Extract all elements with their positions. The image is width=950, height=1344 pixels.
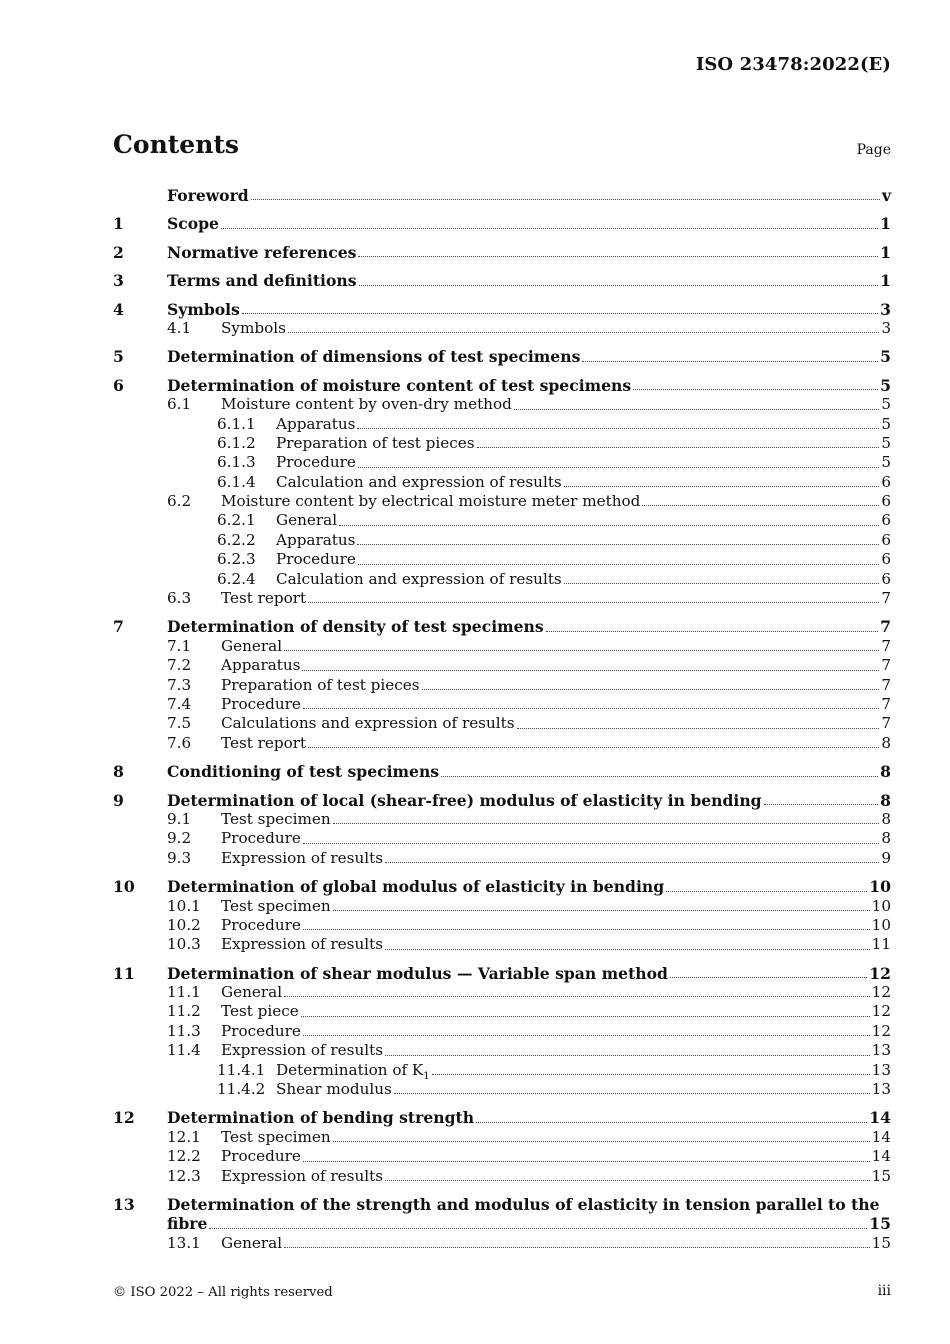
toc-dot-leader: [357, 543, 879, 545]
toc-entry-title-text: Symbols: [221, 318, 286, 337]
toc-entry-title-text: Determination of local (shear-free) modulus of elasticity in bending: [167, 790, 762, 810]
toc-entry-number: 10: [113, 877, 135, 897]
toc-entry-title: [221, 916, 301, 935]
toc-entry-number: 6.2.1: [217, 511, 256, 530]
toc-entry-number: 6.2.2: [217, 530, 256, 549]
toc-entry-page: 7: [881, 694, 891, 713]
toc-entry-number: 7.2: [167, 656, 192, 675]
toc-entry[interactable]: [113, 1195, 891, 1214]
toc-entry-page: 12: [871, 1021, 891, 1040]
toc-dot-leader: [385, 1179, 870, 1181]
toc-dot-leader: [303, 842, 879, 844]
toc-dot-leader: [422, 688, 880, 690]
toc-entry[interactable]: [113, 1041, 891, 1060]
toc-entry-title-text: Apparatus: [276, 530, 356, 549]
copyright-footer: © ISO 2022 – All rights reserved: [113, 1285, 333, 1300]
toc-entry[interactable]: [113, 1002, 891, 1021]
toc-entry-number: 11.4.1: [217, 1060, 266, 1079]
toc-entry-title-text: Moisture content by oven-dry method: [221, 395, 512, 414]
toc-entry-title-text: Determination of dimensions of test specimens: [167, 347, 581, 367]
toc-entry-number: 4.1: [167, 318, 192, 337]
toc-entry[interactable]: [113, 531, 891, 550]
toc-dot-leader: [670, 976, 867, 978]
toc-entry-number: 11: [113, 963, 135, 983]
toc-entry-title-text: Calculations and expression of results: [221, 714, 515, 733]
toc-entry-number: 7.1: [167, 636, 192, 655]
toc-entry-title-text: Test report: [221, 589, 307, 608]
toc-entry-page: 10: [871, 915, 891, 934]
toc-entry[interactable]: [113, 1128, 891, 1147]
toc-dot-leader: [339, 524, 879, 526]
toc-entry-title: [276, 473, 562, 492]
toc-entry-page: 5: [881, 395, 891, 414]
toc-entry-title: [276, 511, 337, 530]
toc-entry-title-text: Test specimen: [221, 1127, 331, 1146]
toc-entry-page: 14: [871, 1127, 891, 1146]
toc-entry-number: 6: [113, 375, 124, 395]
toc-dot-leader: [357, 427, 879, 429]
toc-entry-page: 12: [871, 1002, 891, 1021]
toc-entry-title-text: Determination of density of test specimens: [167, 617, 544, 637]
toc-entry-title-text: Scope: [167, 214, 219, 234]
toc-entry-number: 7.3: [167, 675, 192, 694]
toc-entry[interactable]: [113, 347, 891, 366]
toc-entry-number: 6.1.4: [217, 472, 256, 491]
toc-entry-title-text: General: [221, 636, 283, 655]
toc-entry[interactable]: [113, 453, 891, 472]
toc-entry-number: 4: [113, 299, 124, 319]
toc-entry-page: 8: [881, 809, 891, 828]
toc-dot-leader: [546, 630, 878, 632]
toc-entry[interactable]: [113, 473, 891, 492]
toc-entry-page: 7: [880, 617, 891, 637]
toc-entry-title: [276, 550, 356, 569]
toc-entry-page: 13: [871, 1060, 891, 1079]
toc-entry-title-text: Test specimen: [221, 896, 331, 915]
toc-entry-title: [221, 897, 331, 916]
toc-entry-number: 12.1: [167, 1127, 201, 1146]
toc-entry-title: [167, 214, 219, 233]
toc-entry-title-text: Calculation and expression of results: [276, 472, 562, 491]
toc-entry-title: [221, 1147, 301, 1166]
toc-dot-leader: [284, 995, 870, 997]
toc-entry-number: 13.1: [167, 1233, 201, 1252]
toc-entry-title: [221, 810, 331, 829]
toc-entry-page: v: [881, 186, 891, 205]
toc-entry-title: [221, 983, 282, 1002]
toc-entry-title-text: Expression of results: [221, 1041, 383, 1060]
toc-entry-page: 14: [869, 1108, 891, 1128]
toc-entry-title: [167, 347, 580, 366]
toc-entry-title-text: Procedure: [276, 453, 356, 472]
toc-dot-leader: [359, 284, 879, 286]
toc-entry-title: [221, 1128, 331, 1147]
page-number: iii: [877, 1283, 891, 1299]
toc-entry-page: 10: [871, 896, 891, 915]
toc-dot-leader: [302, 669, 879, 671]
toc-entry-title-text: General: [221, 983, 283, 1002]
toc-entry-title: [276, 434, 475, 453]
toc-entry-title: [221, 935, 383, 954]
toc-entry-title: [221, 319, 286, 338]
toc-entry[interactable]: [113, 1080, 891, 1099]
toc-entry-title-text: Test report: [221, 733, 307, 752]
toc-entry-number: 5: [113, 347, 124, 367]
toc-dot-leader: [358, 563, 879, 565]
toc-entry-page: 7: [881, 714, 891, 733]
toc-dot-leader: [441, 775, 878, 777]
toc-dot-leader: [209, 1227, 867, 1229]
toc-entry-page: 6: [881, 569, 891, 588]
toc-entry-title: [167, 762, 439, 781]
toc-dot-leader: [303, 707, 879, 709]
toc-entry[interactable]: [113, 570, 891, 589]
toc-entry[interactable]: [113, 617, 891, 636]
toc-entry-title-text: Procedure: [221, 829, 301, 848]
toc-dot-leader: [764, 803, 879, 805]
toc-entry-page: 6: [881, 530, 891, 549]
toc-entry[interactable]: [113, 734, 891, 753]
toc-entry[interactable]: [113, 511, 891, 530]
toc-entry-number: 7.6: [167, 733, 192, 752]
toc-entry-page: 13: [871, 1041, 891, 1060]
toc-entry[interactable]: [113, 1167, 891, 1186]
table-of-contents: [113, 186, 891, 1253]
toc-entry-title: [221, 589, 306, 608]
toc-dot-leader: [582, 360, 878, 362]
toc-entry-title-text: Procedure: [221, 1147, 301, 1166]
toc-entry-title: [221, 1041, 383, 1060]
toc-entry-title: [221, 676, 420, 695]
toc-entry-title-text: General: [276, 511, 338, 530]
toc-entry-title-text: Expression of results: [221, 848, 383, 867]
toc-entry-title-text: Test specimen: [221, 809, 331, 828]
toc-entry-page: 1: [880, 242, 891, 262]
toc-entry-title-text: Procedure: [221, 915, 301, 934]
toc-entry-page: 15: [871, 1233, 891, 1252]
toc-entry-title-text: Determination of moisture content of test specimens: [167, 375, 632, 395]
toc-entry[interactable]: [113, 676, 891, 695]
toc-entry-page: 1: [880, 271, 891, 291]
toc-dot-leader: [385, 1054, 870, 1056]
toc-dot-leader: [358, 255, 878, 257]
toc-entry-title-continued: fibre: [167, 1214, 208, 1234]
toc-entry-page: 5: [881, 453, 891, 472]
toc-entry[interactable]: [113, 1147, 891, 1166]
toc-dot-leader: [308, 746, 879, 748]
toc-entry-number: 11.4: [167, 1041, 201, 1060]
toc-entry-title: [276, 570, 562, 589]
toc-entry-title: [221, 734, 306, 753]
toc-entry-title: [276, 415, 355, 434]
toc-entry-number: 6.1: [167, 395, 192, 414]
toc-entry-number: 12.3: [167, 1166, 201, 1185]
toc-entry[interactable]: [113, 762, 891, 781]
toc-dot-leader: [242, 312, 878, 314]
toc-entry-title-text: Procedure: [276, 550, 356, 569]
toc-entry-title-text: Determination of the strength and modulus of elasticity in tension parallel to the: [167, 1194, 880, 1214]
toc-entry-title: [221, 849, 383, 868]
toc-entry-title: [276, 531, 355, 550]
toc-entry-page: 7: [881, 656, 891, 675]
toc-entry-title-text: Preparation of test pieces: [276, 433, 475, 452]
toc-entry[interactable]: [113, 935, 891, 954]
toc-dot-leader: [333, 1140, 870, 1142]
toc-dot-leader: [564, 485, 880, 487]
toc-entry[interactable]: [113, 791, 891, 810]
toc-entry-number: 10.1: [167, 896, 201, 915]
toc-entry-page: 15: [869, 1214, 891, 1234]
toc-dot-leader: [432, 1073, 870, 1075]
toc-entry[interactable]: [113, 916, 891, 935]
toc-entry-number: 7.5: [167, 714, 192, 733]
toc-entry-title-text: Shear modulus: [276, 1080, 392, 1099]
toc-entry-page: 8: [881, 829, 891, 848]
toc-entry[interactable]: [113, 1061, 891, 1080]
toc-entry-title-text: Determination of K: [276, 1060, 424, 1079]
toc-entry-page: 5: [881, 414, 891, 433]
toc-entry[interactable]: [113, 714, 891, 733]
toc-entry-title-text: Apparatus: [276, 414, 356, 433]
toc-entry-title: [221, 1022, 301, 1041]
toc-entry-number: 12.2: [167, 1147, 201, 1166]
toc-entry-title: [167, 964, 668, 983]
toc-entry[interactable]: [113, 415, 891, 434]
toc-entry-title-text: Determination of shear modulus — Variable span method: [167, 963, 668, 983]
toc-entry-title: [221, 492, 640, 511]
toc-dot-leader: [358, 466, 879, 468]
toc-dot-leader: [221, 227, 878, 229]
toc-entry[interactable]: [113, 1022, 891, 1041]
toc-entry-page: 12: [871, 983, 891, 1002]
toc-entry-number: 6.2: [167, 492, 192, 511]
toc-entry[interactable]: [113, 214, 891, 233]
toc-entry-number: 2: [113, 242, 124, 262]
toc-entry-continuation[interactable]: [113, 1214, 891, 1233]
toc-entry-number: 12: [113, 1108, 135, 1128]
toc-entry-number: 11.3: [167, 1021, 201, 1040]
toc-entry-number: 9.1: [167, 809, 192, 828]
toc-entry[interactable]: [113, 186, 891, 205]
toc-entry-title-text: Conditioning of test specimens: [167, 762, 440, 782]
toc-dot-leader: [251, 198, 880, 200]
toc-entry-number: 6.3: [167, 589, 192, 608]
toc-entry[interactable]: [113, 810, 891, 829]
toc-dot-leader: [333, 909, 870, 911]
toc-entry-page: 1: [880, 214, 891, 234]
toc-entry[interactable]: [113, 637, 891, 656]
toc-entry[interactable]: [113, 695, 891, 714]
toc-entry[interactable]: [113, 877, 891, 896]
toc-dot-leader: [385, 948, 870, 950]
toc-dot-leader: [333, 822, 880, 824]
toc-entry-page: 10: [869, 877, 891, 897]
toc-entry-title: [221, 395, 512, 414]
toc-entry-number: 9.2: [167, 829, 192, 848]
toc-entry-title-text: Expression of results: [221, 935, 383, 954]
toc-entry-title: [221, 714, 515, 733]
toc-entry-title: [167, 271, 357, 290]
toc-entry-title: [167, 617, 544, 636]
toc-entry-number: 6.2.3: [217, 550, 256, 569]
toc-entry-title: [167, 300, 240, 319]
toc-entry-page: 5: [880, 347, 891, 367]
toc-entry-title: [221, 1234, 282, 1253]
toc-entry[interactable]: [113, 271, 891, 290]
toc-dot-leader: [303, 1160, 870, 1162]
toc-dot-leader: [517, 727, 880, 729]
toc-dot-leader: [301, 1015, 870, 1017]
toc-entry-title: [167, 376, 631, 395]
toc-entry-title: [221, 637, 282, 656]
toc-entry-number: 3: [113, 271, 124, 291]
toc-entry-title: [221, 695, 301, 714]
toc-entry-page: 11: [871, 935, 891, 954]
toc-entry-title: [167, 1195, 880, 1214]
toc-entry-number: 6.1.1: [217, 414, 256, 433]
toc-entry-page: 7: [881, 636, 891, 655]
toc-entry-number: 1: [113, 214, 124, 234]
toc-entry-number: 10.3: [167, 935, 201, 954]
toc-entry[interactable]: [113, 395, 891, 414]
toc-entry-number: 8: [113, 762, 124, 782]
toc-dot-leader: [477, 446, 880, 448]
page-column-label: Page: [856, 142, 891, 158]
toc-entry-title-text: Terms and definitions: [167, 271, 357, 291]
toc-entry-title-text: Procedure: [221, 1021, 301, 1040]
toc-entry-number: 6.1.2: [217, 433, 256, 452]
toc-entry[interactable]: [113, 656, 891, 675]
toc-entry-number: 11.4.2: [217, 1080, 266, 1099]
toc-dot-leader: [514, 408, 880, 410]
toc-entry-page: 7: [881, 675, 891, 694]
toc-entry-number: 9.3: [167, 848, 192, 867]
toc-entry-title: [167, 1108, 474, 1127]
toc-entry-page: 9: [881, 848, 891, 867]
toc-entry-title-text: Normative references: [167, 242, 357, 262]
toc-entry-number: 6.2.4: [217, 569, 256, 588]
toc-dot-leader: [303, 1034, 870, 1036]
toc-entry-page: 3: [880, 299, 891, 319]
toc-entry[interactable]: [113, 829, 891, 848]
contents-title: Contents: [113, 130, 240, 159]
toc-entry-page: 6: [881, 550, 891, 569]
toc-dot-leader: [394, 1092, 870, 1094]
document-id-header: ISO 23478:2022(E): [695, 54, 891, 75]
toc-entry-page: 6: [881, 472, 891, 491]
toc-entry-number: 7.4: [167, 694, 192, 713]
toc-entry-page: 6: [881, 511, 891, 530]
toc-entry-title-text: Determination of global modulus of elasticity in bending: [167, 877, 665, 897]
toc-entry-page: 8: [880, 790, 891, 810]
toc-entry-title: [221, 1167, 383, 1186]
toc-entry-page: 3: [881, 318, 891, 337]
toc-entry-page: 5: [881, 433, 891, 452]
toc-entry-title-text: Procedure: [221, 694, 301, 713]
toc-entry[interactable]: [113, 1234, 891, 1253]
toc-entry-number: 6.1.3: [217, 453, 256, 472]
toc-dot-leader: [288, 331, 879, 333]
toc-dot-leader: [284, 1246, 870, 1248]
toc-entry-title-text: Calculation and expression of results: [276, 569, 562, 588]
toc-entry-number: 10.2: [167, 915, 201, 934]
toc-dot-leader: [284, 649, 879, 651]
toc-entry-title-text: Symbols: [167, 299, 240, 319]
toc-entry-title-text: Determination of bending strength: [167, 1108, 475, 1128]
toc-entry-title-text: Foreword: [167, 186, 249, 205]
toc-entry-title-text: Preparation of test pieces: [221, 675, 420, 694]
toc-dot-leader: [666, 890, 867, 892]
toc-entry-title: [221, 829, 301, 848]
toc-entry-title: [276, 453, 356, 472]
toc-entry-number: 11.2: [167, 1002, 201, 1021]
toc-entry[interactable]: [113, 983, 891, 1002]
toc-entry[interactable]: [113, 1108, 891, 1127]
toc-entry[interactable]: [113, 589, 891, 608]
toc-dot-leader: [564, 582, 880, 584]
toc-dot-leader: [303, 928, 870, 930]
toc-entry-title-text: Test piece: [221, 1002, 299, 1021]
toc-entry-title-text: Expression of results: [221, 1166, 383, 1185]
toc-entry[interactable]: [113, 492, 891, 511]
toc-dot-leader: [642, 504, 879, 506]
toc-dot-leader: [476, 1121, 867, 1123]
toc-entry-page: 13: [871, 1080, 891, 1099]
toc-entry-title: [221, 656, 300, 675]
toc-entry-number: 11.1: [167, 983, 201, 1002]
toc-entry-title: [167, 243, 356, 262]
toc-entry-title: [167, 791, 762, 810]
toc-entry-page: 8: [881, 733, 891, 752]
toc-entry-number: 13: [113, 1194, 135, 1214]
toc-entry-title: [221, 1002, 299, 1021]
toc-entry[interactable]: [113, 434, 891, 453]
toc-entry-subscript: 1: [423, 1070, 430, 1082]
toc-entry-page: 5: [880, 375, 891, 395]
toc-dot-leader: [385, 861, 879, 863]
toc-entry-number: 7: [113, 617, 124, 637]
toc-entry[interactable]: [113, 376, 891, 395]
toc-entry-title: [167, 877, 664, 896]
toc-entry-page: 14: [871, 1147, 891, 1166]
toc-entry[interactable]: [113, 897, 891, 916]
toc-entry[interactable]: [113, 964, 891, 983]
toc-entry-number: 9: [113, 790, 124, 810]
toc-entry[interactable]: [113, 849, 891, 868]
toc-entry-page: 12: [869, 963, 891, 983]
toc-entry[interactable]: [113, 300, 891, 319]
toc-entry-title: [167, 186, 249, 205]
toc-entry-title: [276, 1080, 392, 1099]
toc-entry-page: 7: [881, 589, 891, 608]
toc-dot-leader: [308, 601, 879, 603]
toc-entry-page: 15: [871, 1166, 891, 1185]
toc-dot-leader: [633, 388, 878, 390]
toc-entry-page: 6: [881, 492, 891, 511]
toc-entry[interactable]: [113, 243, 891, 262]
toc-entry[interactable]: [113, 550, 891, 569]
toc-entry-page: 8: [880, 762, 891, 782]
toc-entry-title-text: Moisture content by electrical moisture meter method: [221, 492, 641, 511]
toc-entry-title-text: General: [221, 1233, 283, 1252]
toc-entry-title-text: Apparatus: [221, 656, 301, 675]
toc-entry[interactable]: [113, 319, 891, 338]
